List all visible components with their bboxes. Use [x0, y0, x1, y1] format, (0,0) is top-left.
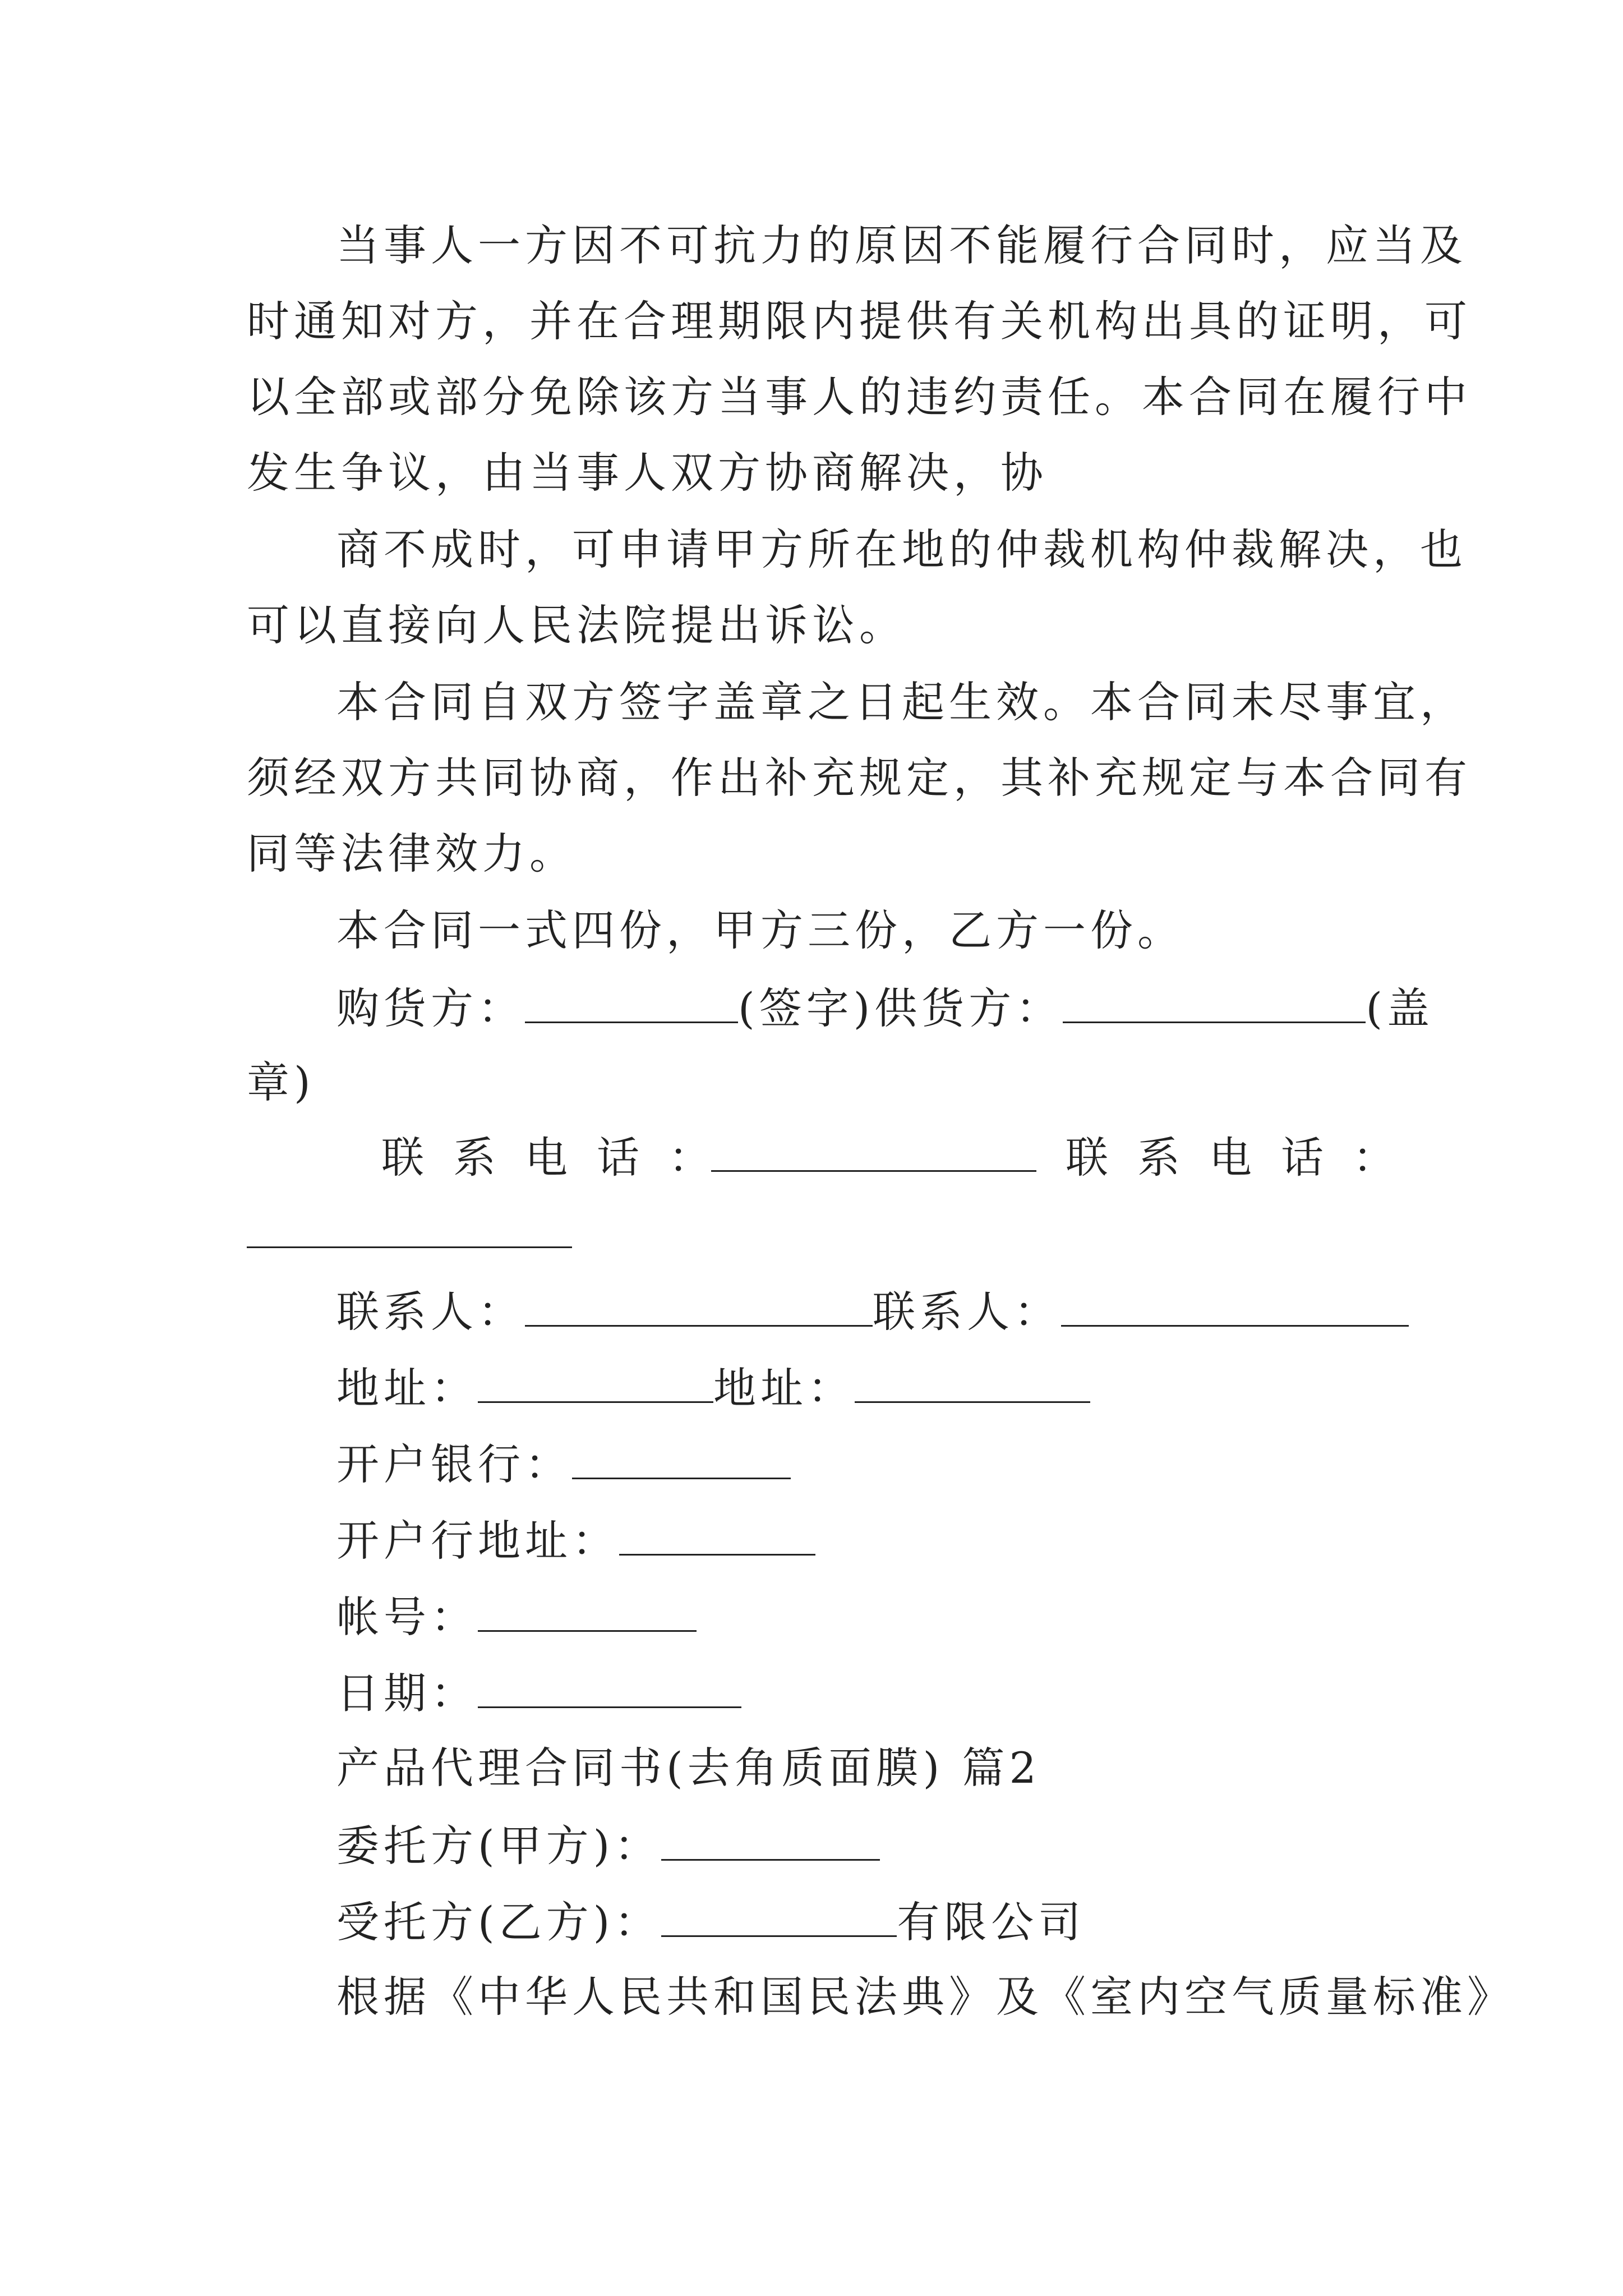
basis-text: 根据《中华人民共和国民法典》及《室内空气质量标准》 — [336, 1972, 1514, 2022]
bank-address-field[interactable] — [619, 1518, 815, 1556]
seal-note-open: (盖 — [1366, 983, 1434, 1033]
phone-field-right[interactable] — [247, 1246, 572, 1248]
paragraph-line: 发生争议，由当事人双方协商解决，协 — [247, 448, 1048, 498]
phone-field-left[interactable] — [711, 1170, 1036, 1172]
address-field-right[interactable] — [855, 1365, 1090, 1403]
sign-note: (签字)供货方： — [738, 983, 1063, 1033]
paragraph-line: 本合同自双方签字盖章之日起生效。本合同未尽事宜， — [336, 677, 1467, 727]
section-title: 产品代理合同书(去角质面膜) 篇2 — [336, 1743, 1041, 1793]
paragraph-line: 当事人一方因不可抗力的原因不能履行合同时，应当及 — [336, 220, 1467, 270]
account-label: 帐号： — [336, 1592, 478, 1642]
date-line — [336, 1668, 741, 1718]
address-label-right: 地址： — [713, 1363, 855, 1413]
buyer-label: 购货方： — [336, 983, 525, 1033]
contact-line — [336, 1287, 1409, 1337]
contact-label-left: 联系人： — [336, 1287, 525, 1337]
bank-address-label: 开户行地址： — [336, 1516, 619, 1566]
client-field[interactable] — [661, 1823, 880, 1861]
address-field-left[interactable] — [478, 1365, 713, 1403]
paragraph-line: 时通知对方，并在合理期限内提供有关机构出具的证明，可 — [247, 296, 1472, 346]
client-line — [336, 1821, 880, 1871]
paragraph-line: 本合同一式四份，甲方三份，乙方一份。 — [336, 905, 1184, 955]
agent-line — [336, 1897, 1086, 1947]
date-field[interactable] — [478, 1671, 741, 1708]
bank-address-line — [336, 1516, 815, 1566]
account-field[interactable] — [478, 1594, 697, 1632]
client-label: 委托方(甲方)： — [336, 1821, 662, 1871]
paragraph-line: 须经双方共同协商，作出补充规定，其补充规定与本合同有 — [247, 753, 1472, 803]
agent-field[interactable] — [661, 1899, 897, 1937]
contact-field-right[interactable] — [1061, 1289, 1409, 1327]
buyer-signature-field[interactable] — [525, 986, 738, 1023]
agent-label: 受托方(乙方)： — [336, 1897, 662, 1947]
supplier-seal-field[interactable] — [1063, 986, 1366, 1023]
agent-suffix: 有限公司 — [897, 1897, 1086, 1947]
contact-label-right: 联系人： — [873, 1287, 1061, 1337]
paragraph-line: 商不成时，可申请甲方所在地的仲裁机构仲裁解决，也 — [336, 524, 1467, 574]
seal-note-close: 章) — [247, 1057, 315, 1107]
paragraph-line: 以全部或部分免除该方当事人的违约责任。本合同在履行中 — [247, 372, 1472, 422]
paragraph-line: 可以直接向人民法院提出诉讼。 — [247, 600, 906, 650]
paragraph-line: 同等法律效力。 — [247, 829, 577, 878]
account-line — [336, 1592, 697, 1642]
bank-field[interactable] — [572, 1442, 791, 1479]
address-line — [336, 1363, 1090, 1413]
contact-field-left[interactable] — [525, 1289, 873, 1327]
address-label-left: 地址： — [336, 1363, 478, 1413]
signature-line — [336, 983, 1434, 1033]
phone-label-right: 联系电话： — [1066, 1133, 1424, 1182]
date-label: 日期： — [336, 1668, 478, 1718]
phone-label-left: 联系电话： — [381, 1133, 740, 1182]
bank-line — [336, 1439, 791, 1489]
bank-label: 开户银行： — [336, 1439, 572, 1489]
